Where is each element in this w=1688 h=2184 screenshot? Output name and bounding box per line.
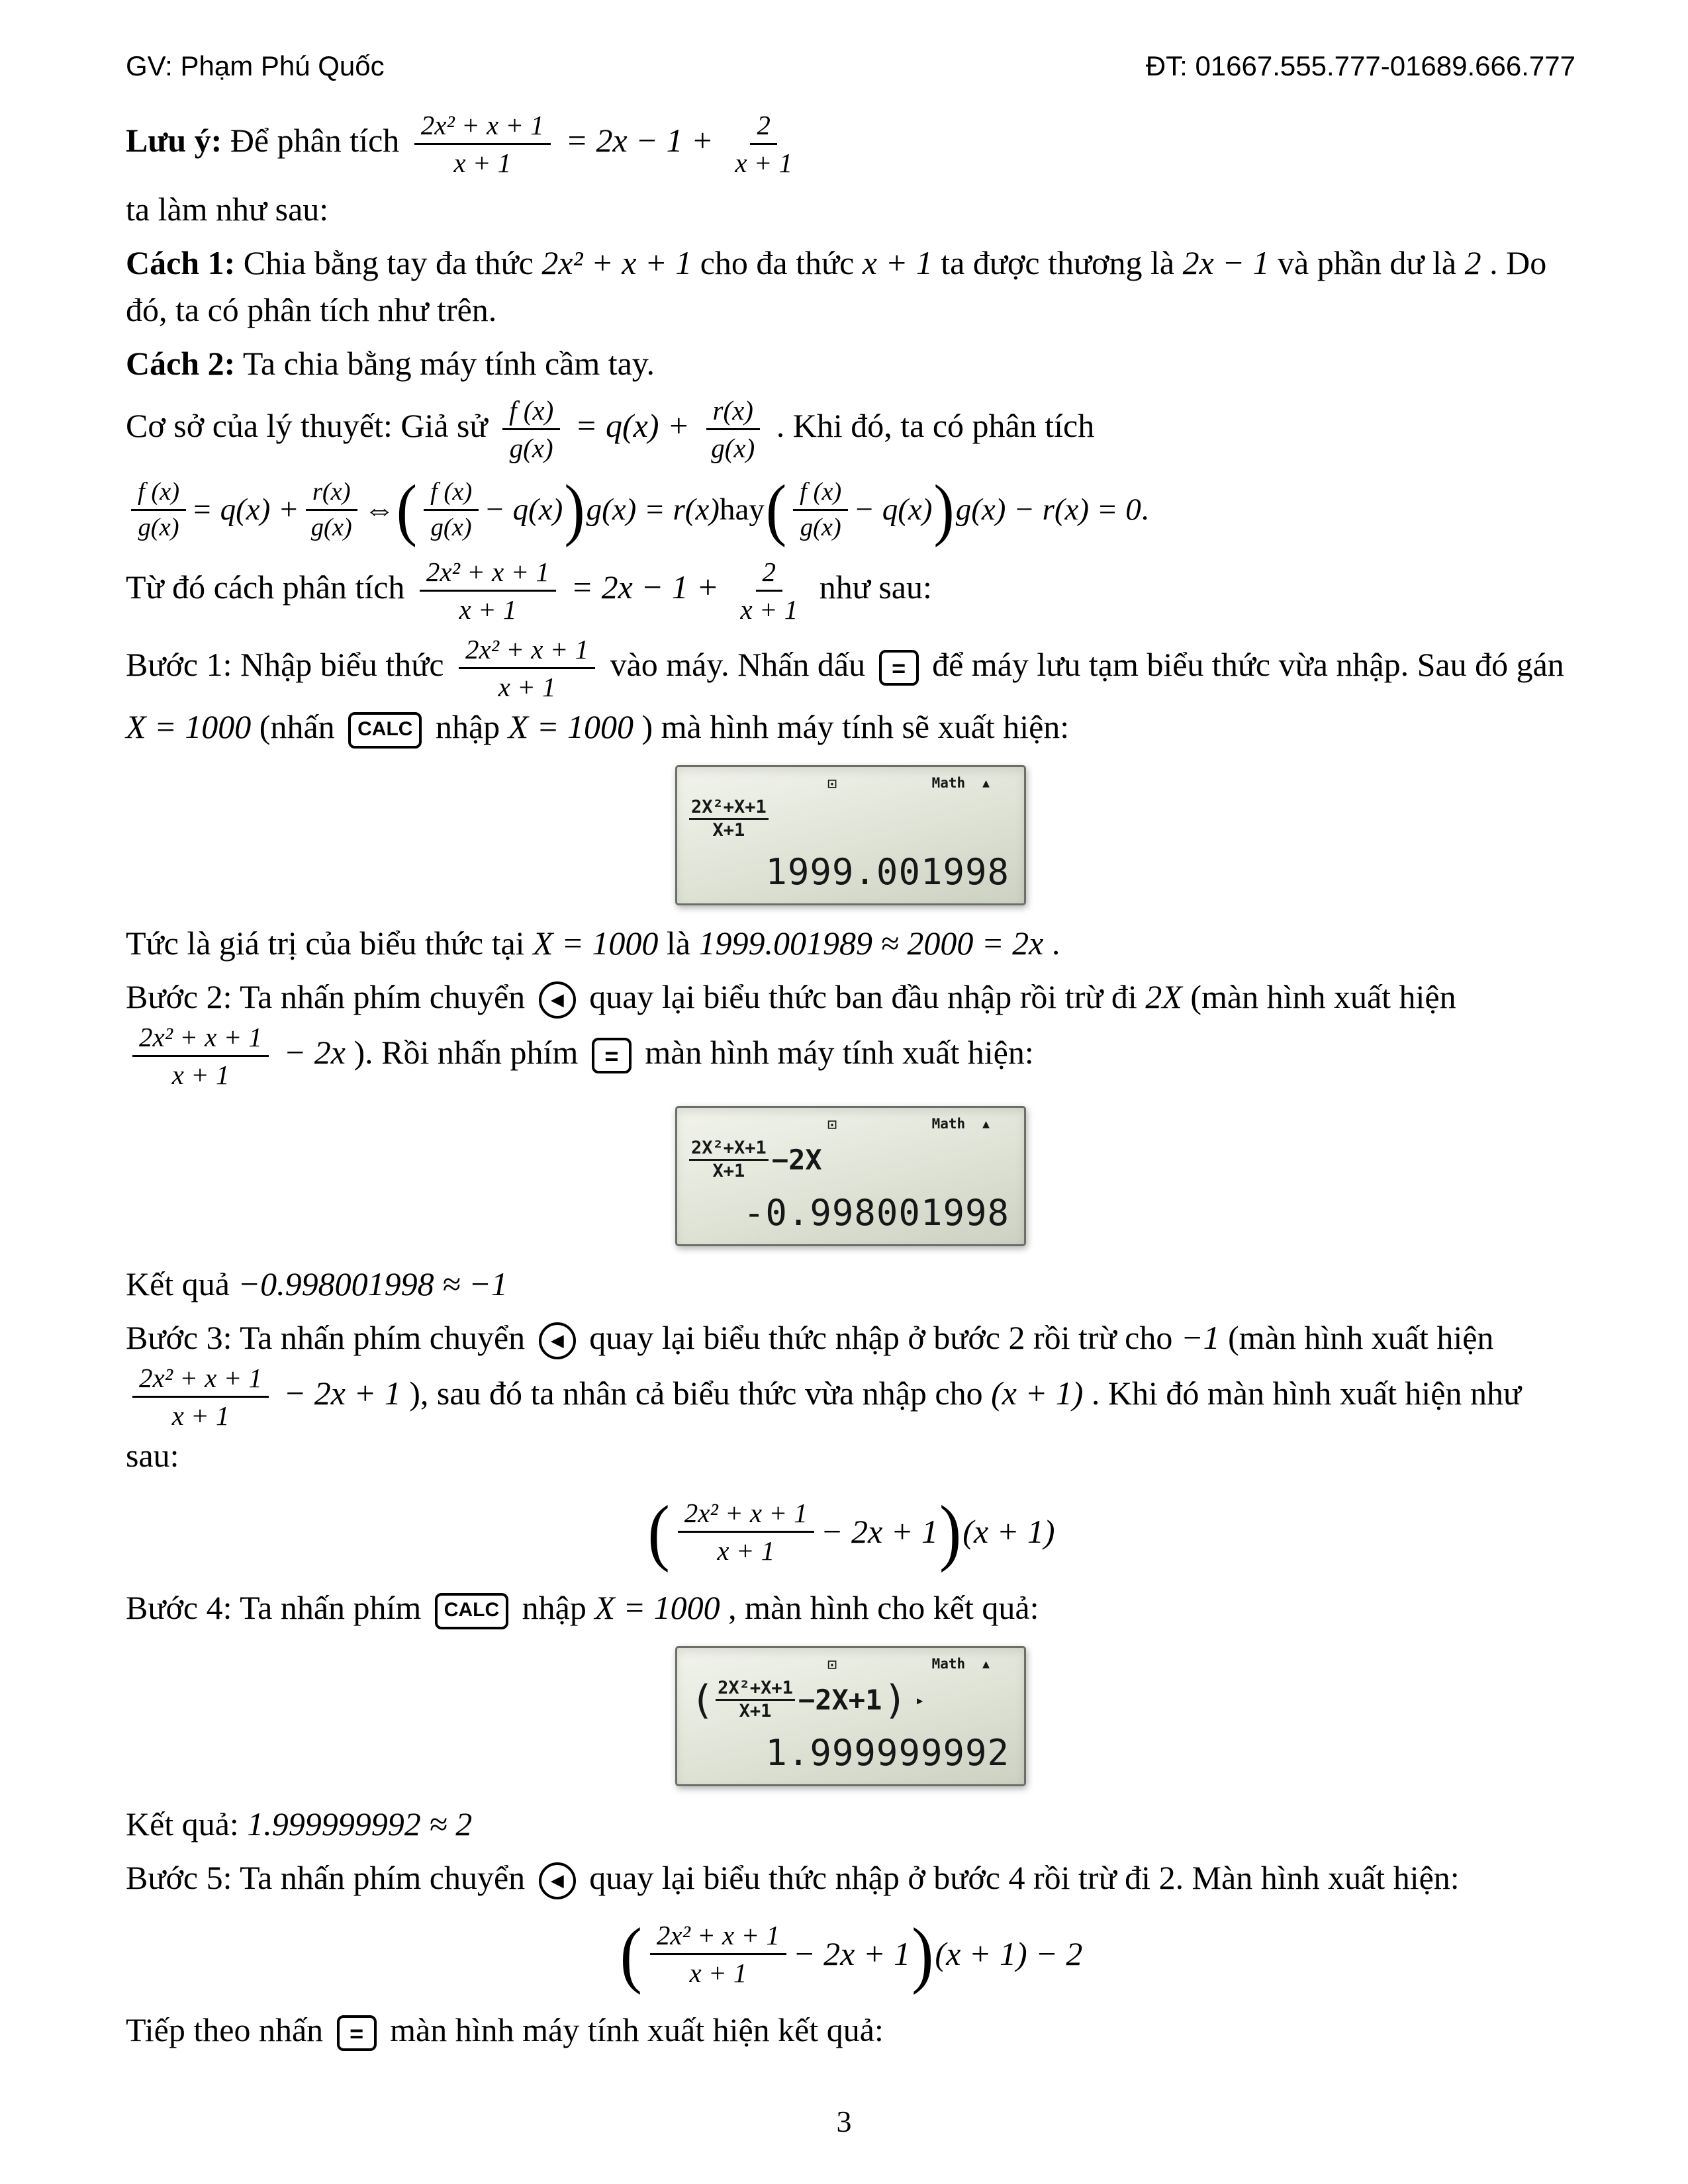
calculator-result: 1.999999992 [765, 1732, 1009, 1774]
text-run: quay lại biểu thức nhập ở bước 4 rồi trừ đi 2. Màn hình xuất hiện: [581, 1858, 1460, 1896]
fraction-rg [704, 394, 761, 465]
fraction-numerator: 2x² + x + 1 [650, 1919, 786, 1955]
display-badge-icon: ⊡ [827, 1115, 837, 1134]
equals-glyph: = [892, 654, 906, 682]
text-run: là [658, 924, 699, 962]
up-arrow-indicator: ▲ [982, 776, 990, 791]
fraction-denominator: g(x) [138, 513, 179, 541]
fraction-denominator: x + 1 [459, 594, 517, 625]
back-glyph: ◀ [550, 1870, 564, 1890]
math-run: X = 1000 [508, 707, 633, 745]
fraction-fg [502, 394, 560, 465]
text-run: . [1043, 924, 1060, 962]
math-run: − 2x [275, 1033, 346, 1071]
right-paren: ) [933, 471, 955, 549]
theory-intro-paragraph [126, 394, 1575, 465]
calc-denominator: X+1 [739, 1701, 772, 1722]
page-header [126, 46, 1575, 86]
left-paren: ( [647, 1490, 670, 1573]
text-run: và phần dư là [1269, 244, 1465, 281]
calc-expression-tail: −2X [771, 1143, 822, 1176]
up-arrow-indicator: ▲ [982, 1657, 990, 1672]
math-mode-indicator: Math [931, 774, 966, 791]
value-note-paragraph [126, 920, 1575, 967]
calc-numerator: 2X²+X+1 [689, 797, 769, 820]
fraction-denominator: g(x) [711, 432, 755, 463]
left-paren: ( [396, 471, 418, 549]
result2-paragraph [126, 1261, 1575, 1308]
text-run: để máy lưu tạm biểu thức vừa nhập. Sau đó gán [923, 645, 1564, 683]
page-number: 3 [836, 2104, 852, 2138]
math-run: 2x − 1 [1182, 244, 1270, 281]
equals-glyph: = [350, 2019, 364, 2047]
calc-key-icon: CALC [348, 712, 422, 749]
result4-paragraph [126, 1801, 1575, 1848]
text-run: Từ đó cách phân tích [126, 568, 413, 606]
math-run: = q(x) + [567, 406, 698, 444]
step3-paragraph [126, 1314, 1575, 1479]
math-run: X = 1000 [126, 707, 252, 745]
calculator-statusbar [689, 1653, 1012, 1676]
calc-numerator: 2X²+X+1 [716, 1678, 795, 1701]
math-mode-indicator: Math [931, 1656, 966, 1672]
text-run: ), sau đó ta nhân cả biểu thức vừa nhập cho [400, 1374, 992, 1412]
text-run: màn hình máy tính xuất hiện: [636, 1033, 1034, 1071]
text-run: Cơ sở của lý thuyết: Giả sử [126, 406, 496, 444]
fraction-numerator: 2x² + x + 1 [459, 633, 595, 669]
text-run: Ta chia bằng máy tính cầm tay. [235, 344, 655, 382]
teacher-name: GV: Phạm Phú Quốc [126, 50, 385, 81]
equals-glyph: = [604, 1042, 619, 1069]
calc-fraction [716, 1678, 795, 1721]
fraction-numerator: 2x² + x + 1 [678, 1496, 814, 1533]
math-run: = 2x − 1 + [557, 121, 722, 159]
calculator-statusbar [689, 772, 1012, 795]
right-paren: ) [564, 471, 585, 549]
math-run: x + 1 [862, 244, 933, 281]
method2-label: Cách 2: [126, 344, 236, 382]
back-glyph: ◀ [550, 1330, 564, 1350]
math-run: − 2x + 1 [275, 1374, 401, 1412]
text-run: Bước 1: Nhập biểu thức [126, 645, 453, 683]
math-run: = q(x) + [191, 492, 299, 527]
note-label: Lưu ý: [126, 121, 222, 159]
calc-denominator: X+1 [712, 820, 745, 841]
fraction-denominator: g(x) [430, 513, 472, 541]
next-step-paragraph [126, 2007, 1575, 2054]
calculator-statusbar [689, 1113, 1012, 1136]
fraction-numerator: f (x) [793, 477, 848, 511]
method2-paragraph [126, 340, 1575, 387]
math-run: 1999.001989 ≈ 2000 = 2x [698, 924, 1044, 962]
fraction-numerator: 2x² + x + 1 [414, 109, 551, 145]
fraction-denominator: g(x) [509, 432, 553, 463]
math-run: = 2x − 1 + [562, 568, 727, 606]
display-badge-icon: ⊡ [827, 774, 837, 793]
expression-display-step5 [126, 1913, 1575, 1995]
text-run: nhập [514, 1588, 595, 1626]
text-run: Chia bằng tay đa thức [235, 244, 542, 281]
math-run: (x + 1) [962, 1512, 1055, 1550]
calc-denominator: X+1 [712, 1161, 745, 1182]
calculator-screenshot-step4 [675, 1646, 1026, 1786]
math-run: − 2x + 1 [820, 1512, 938, 1550]
fraction-main [132, 1361, 269, 1432]
math-run: X = 1000 [533, 924, 659, 962]
text-run: như sau: [811, 568, 932, 606]
fraction-denominator: x + 1 [740, 594, 798, 625]
calculator-result: 1999.001998 [765, 851, 1009, 893]
text-run: Bước 5: Ta nhấn phím chuyển [126, 1858, 534, 1896]
calc-fraction [689, 1138, 769, 1181]
step5-paragraph [126, 1854, 1575, 1901]
display-badge-icon: ⊡ [827, 1655, 837, 1674]
fraction-two [728, 109, 799, 179]
expression-display-step3 [126, 1490, 1575, 1573]
fraction-main [650, 1919, 786, 1989]
scroll-indicator-icon: ▸ [915, 1690, 925, 1709]
calculator-screenshot-step1 [675, 765, 1026, 905]
text-run: màn hình máy tính xuất hiện kết quả: [381, 2011, 884, 2048]
fraction-denominator: g(x) [310, 513, 352, 541]
fraction-denominator: x + 1 [171, 1059, 230, 1090]
math-run: 2 [1464, 244, 1481, 281]
text-run: Để phân tích [222, 121, 408, 159]
calc-right-paren: ) [883, 1676, 908, 1723]
fraction-numerator: 2 [756, 555, 783, 592]
fraction-rg [305, 477, 359, 543]
math-run: − q(x) [484, 492, 563, 527]
math-run: − 2x + 1 [792, 1934, 911, 1972]
text-run: vào máy. Nhấn dấu [602, 645, 874, 683]
fraction-main [678, 1496, 814, 1567]
step1-paragraph [126, 633, 1575, 751]
up-arrow-indicator: ▲ [982, 1117, 990, 1132]
fraction-main [414, 109, 551, 179]
calc-key-icon: CALC [435, 1593, 508, 1629]
text-run: Kết quả [126, 1265, 238, 1302]
calc-fraction [689, 797, 769, 841]
text-run: nhập [427, 707, 508, 745]
text-run: Kết quả: [126, 1805, 248, 1843]
text-run: ) mà hình máy tính sẽ xuất hiện: [633, 707, 1070, 745]
back-arrow-icon [539, 981, 576, 1019]
step4-paragraph [126, 1584, 1575, 1631]
text-run: , màn hình cho kết quả: [720, 1588, 1039, 1626]
fraction-numerator: f (x) [502, 394, 560, 430]
text-run: Bước 2: Ta nhấn phím chuyển [126, 978, 534, 1015]
text-run: Bước 4: Ta nhấn phím [126, 1588, 430, 1626]
calculator-result: -0.998001998 [743, 1192, 1009, 1234]
fraction-denominator: x + 1 [689, 1957, 747, 1988]
fraction-denominator: x + 1 [453, 147, 512, 178]
fraction-fg [424, 477, 479, 543]
back-glyph: ◀ [550, 989, 564, 1009]
intro-paragraph [126, 186, 1575, 233]
math-run: (x + 1) − 2 [935, 1934, 1083, 1972]
step2-paragraph [126, 974, 1575, 1091]
iff-symbol: ⇔ [363, 492, 395, 527]
text-run: ). Rồi nhấn phím [345, 1033, 586, 1071]
fraction-numerator: f (x) [131, 477, 186, 511]
theory-equation [126, 471, 1575, 549]
calc-left-paren: ( [690, 1676, 715, 1723]
math-run: 1.999999992 ≈ 2 [247, 1805, 473, 1843]
text-run: quay lại biểu thức nhập ở bước 2 rồi trừ cho [581, 1318, 1181, 1356]
fraction-main [420, 555, 556, 626]
calculator-expression [689, 797, 1012, 841]
math-run: (x + 1) [991, 1374, 1084, 1412]
fraction-fg [793, 477, 848, 543]
equals-key-icon [879, 650, 919, 686]
text-run: Bước 3: Ta nhấn phím chuyển [126, 1318, 534, 1356]
note-paragraph [126, 109, 1575, 179]
equals-key-icon [592, 1038, 632, 1073]
right-paren: ) [912, 1913, 934, 1995]
calculator-screenshot-step2 [675, 1106, 1026, 1246]
math-run: g(x) − r(x) = 0 [955, 492, 1141, 527]
fraction-denominator: x + 1 [498, 671, 556, 702]
fraction-two [733, 555, 804, 626]
back-arrow-icon [539, 1862, 576, 1899]
fraction-numerator: r(x) [706, 394, 760, 430]
text-run: Tức là giá trị của biểu thức tại [126, 924, 534, 962]
math-mode-indicator: Math [931, 1115, 966, 1132]
text-run: . [1141, 492, 1149, 527]
math-run: X = 1000 [594, 1588, 720, 1626]
math-run: 2x² + x + 1 [541, 244, 692, 281]
math-run: 2X [1145, 978, 1182, 1015]
text-run: . Khi đó, ta có phân tích [768, 406, 1095, 444]
text-run: . Do đó, ta có phân tích như trên. [126, 244, 1547, 328]
fraction-main [132, 1021, 269, 1091]
calc-numerator: 2X²+X+1 [689, 1138, 769, 1161]
calculator-expression [689, 1138, 1012, 1181]
fraction-denominator: x + 1 [717, 1535, 775, 1566]
text-run: cho đa thức [692, 244, 863, 281]
text-run: (nhấn [251, 707, 344, 745]
left-paren: ( [765, 471, 787, 549]
math-run: − q(x) [853, 492, 933, 527]
text-run: (màn hình xuất hiện [1182, 978, 1456, 1015]
fraction-denominator: x + 1 [171, 1400, 230, 1431]
math-run: −1 [1180, 1318, 1220, 1356]
fraction-numerator: 2x² + x + 1 [132, 1021, 269, 1057]
fraction-denominator: g(x) [800, 513, 841, 541]
right-paren: ) [939, 1490, 962, 1573]
method1-label: Cách 1: [126, 244, 236, 281]
calculator-expression [689, 1678, 1012, 1721]
text-run: . Khi đó màn hình xuất hiện như sau: [126, 1374, 1522, 1474]
equals-key-icon [337, 2015, 377, 2051]
fraction-numerator: 2x² + x + 1 [132, 1361, 269, 1398]
fraction-numerator: f (x) [424, 477, 479, 511]
back-arrow-icon [539, 1322, 576, 1359]
left-paren: ( [620, 1913, 642, 1995]
phone-number: ĐT: 01667.555.777-01689.666.777 [1145, 50, 1575, 81]
calc-expression-tail: −2X+1 [798, 1683, 882, 1716]
text-run: (màn hình xuất hiện [1219, 1318, 1494, 1356]
text-run: Tiếp theo nhấn [126, 2011, 332, 2048]
fraction-numerator: r(x) [306, 477, 357, 511]
text-run: ta làm như sau: [126, 190, 329, 228]
math-run: −0.998001998 ≈ −1 [238, 1265, 508, 1302]
text-run: hay [719, 492, 765, 527]
fraction-main [459, 633, 595, 704]
method1-paragraph [126, 240, 1575, 334]
fraction-denominator: x + 1 [735, 147, 793, 178]
fraction-fg [131, 477, 186, 543]
fraction-numerator: 2 [750, 109, 777, 145]
math-run: g(x) = r(x) [586, 492, 720, 527]
text-run: ta được thương là [932, 244, 1183, 281]
fraction-numerator: 2x² + x + 1 [420, 555, 556, 592]
text-run: quay lại biểu thức ban đầu nhập rồi trừ đi [581, 978, 1146, 1015]
transition-paragraph [126, 555, 1575, 626]
